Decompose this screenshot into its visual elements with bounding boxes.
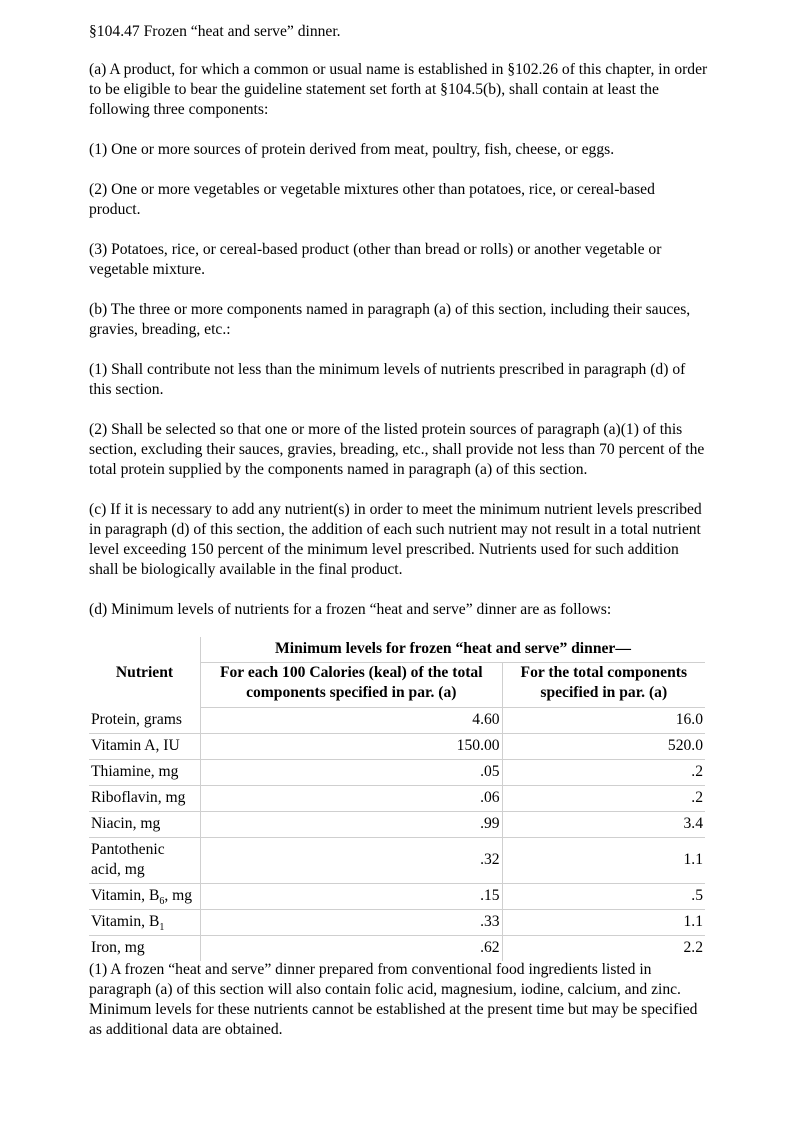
nutrient-name: Protein, grams <box>89 708 200 734</box>
nutrient-name: Vitamin A, IU <box>89 734 200 760</box>
table-row <box>89 760 705 786</box>
paragraph-b-2: (2) Shall be selected so that one or more of the listed protein sources of paragraph (a)(1) of this section, excluding their sauces, gravies, breading, etc., shall provide not less than 70 percent of the total protein supplied by the components named in paragraph (a) of this section. <box>89 421 705 478</box>
per-100-value: .32 <box>200 838 502 884</box>
per-100-value: .15 <box>200 884 502 910</box>
table-row <box>89 812 705 838</box>
per-100-value: .33 <box>200 910 502 936</box>
nutrient-name: Pantothenic acid, mg <box>89 838 200 884</box>
table-row <box>89 734 705 760</box>
per-100-value: .05 <box>200 760 502 786</box>
header-per-100-calories: For each 100 Calories (keal) of the total components specified in par. (a) <box>200 663 502 708</box>
per-100-value: 4.60 <box>200 708 502 734</box>
document-page <box>89 22 709 1040</box>
table-row <box>89 936 705 961</box>
table-row <box>89 884 705 910</box>
header-nutrient: Nutrient <box>115 663 174 681</box>
total-value: 520.0 <box>502 734 705 760</box>
total-value: .2 <box>502 786 705 812</box>
nutrient-name <box>89 910 200 936</box>
paragraph-a: (a) A product, for which a common or usual name is established in §102.26 of this chapter, in order to be eligible to bear the guideline statement set forth at §104.5(b), shall contain at least the following three components: <box>89 61 708 118</box>
section-title: §104.47 Frozen “heat and serve” dinner. <box>89 23 341 40</box>
per-100-value: 150.00 <box>200 734 502 760</box>
total-value: .5 <box>502 884 705 910</box>
paragraph-b-1: (1) Shall contribute not less than the minimum levels of nutrients prescribed in paragraph (d) of this section. <box>89 361 686 398</box>
total-value: 2.2 <box>502 936 705 961</box>
total-value: 1.1 <box>502 838 705 884</box>
paragraph-a-1: (1) One or more sources of protein derived from meat, poultry, fish, cheese, or eggs. <box>89 141 615 158</box>
nutrient-name-base: Vitamin, B <box>91 887 160 904</box>
nutrient-name: Thiamine, mg <box>89 760 200 786</box>
nutrient-subscript: 6 <box>159 896 165 908</box>
nutrient-name-base: Vitamin, B <box>91 913 160 930</box>
paragraph-b: (b) The three or more components named in paragraph (a) of this section, including their sauces, gravies, breading, etc.: <box>89 301 691 338</box>
table-row <box>89 838 705 884</box>
nutrient-name <box>89 884 200 910</box>
paragraph-c: (c) If it is necessary to add any nutrient(s) in order to meet the minimum nutrient levels prescribed in paragraph (d) of this section, the addition of each such nutrient may not result in a total nutrient level exceeding 150 percent of the minimum level prescribed. Nutrients used for such addition shall be biologically available in the final product. <box>89 501 702 578</box>
header-total-components: For the total components specified in par. (a) <box>502 663 705 708</box>
total-value: 1.1 <box>502 910 705 936</box>
paragraph-d: (d) Minimum levels of nutrients for a frozen “heat and serve” dinner are as follows: <box>89 601 612 618</box>
total-value: 16.0 <box>502 708 705 734</box>
paragraph-a-2: (2) One or more vegetables or vegetable mixtures other than potatoes, rice, or cereal-based product. <box>89 181 655 218</box>
per-100-value: .06 <box>200 786 502 812</box>
total-value: 3.4 <box>502 812 705 838</box>
nutrient-subscript: 1 <box>159 922 165 934</box>
table-row <box>89 708 705 734</box>
paragraph-a-3: (3) Potatoes, rice, or cereal-based product (other than bread or rolls) or another vegetable or vegetable mixture. <box>89 241 662 278</box>
header-group: Minimum levels for frozen “heat and serve” dinner— <box>200 637 705 663</box>
per-100-value: .99 <box>200 812 502 838</box>
per-100-value: .62 <box>200 936 502 961</box>
table-row <box>89 910 705 936</box>
table-row <box>89 786 705 812</box>
total-value: .2 <box>502 760 705 786</box>
footnote: (1) A frozen “heat and serve” dinner prepared from conventional food ingredients listed in paragraph (a) of this section will also contain folic acid, magnesium, iodine, calcium, and zinc. Minimum levels for these nutrients cannot be established at the present time but may be specified as additional data are obtained. <box>89 961 698 1038</box>
nutrient-table <box>89 637 705 961</box>
nutrient-name: Iron, mg <box>91 939 145 956</box>
nutrient-name: Riboflavin, mg <box>89 786 200 812</box>
nutrient-name: Niacin, mg <box>89 812 200 838</box>
nutrient-name-suffix: , mg <box>164 887 193 904</box>
